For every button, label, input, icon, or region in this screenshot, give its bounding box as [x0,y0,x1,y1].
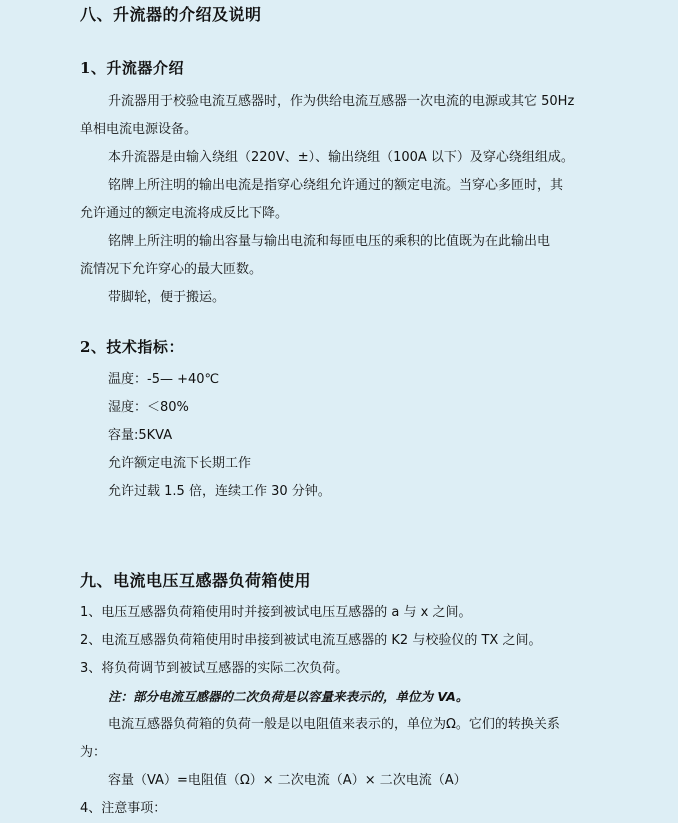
spec-item: 允许额定电流下长期工作 [108,456,252,471]
paragraph-1-line-2: 单相电流电源设备。 [80,122,198,137]
section-8-title: 八、升流器的介绍及说明 [80,5,262,24]
paragraph-1-line-1: 升流器用于校验电流互感器时，作为供给电流互感器一次电流的电源或其它 50Hz [108,94,575,109]
spec-item: 允许过载 1.5 倍，连续工作 30 分钟。 [108,484,331,499]
conversion-paragraph-line-2: 为： [80,745,107,760]
paragraph-3-line-2: 允许通过的额定电流将成反比下降。 [80,206,289,221]
subsection-1-title: 1、升流器介绍 [80,59,184,77]
paragraph-4-line-1: 铭牌上所注明的输出容量与输出电流和每匝电压的乘积的比值既为在此输出电 [108,234,551,249]
conversion-formula: 容量（VA）=电阻值（Ω）× 二次电流（A）× 二次电流（A） [108,773,467,788]
list-item-4: 4、注意事项： [80,801,167,816]
paragraph-2: 本升流器是由输入绕组（220V、±）、输出绕组（100A 以下）及穿心绕组组成。 [108,150,574,165]
list-item-3: 3、将负荷调节到被试互感器的实际二次负荷。 [80,661,349,676]
section-9-title: 九、电流电压互感器负荷箱使用 [80,571,312,590]
spec-item: 湿度：＜80% [108,400,189,415]
spec-item: 容量:5KVA [108,428,173,443]
list-item-2: 2、电流互感器负荷箱使用时串接到被试电流互感器的 K2 与校验仪的 TX 之间。 [80,633,542,648]
paragraph-5: 带脚轮，便于搬运。 [108,290,226,305]
paragraph-3-line-1: 铭牌上所注明的输出电流是指穿心绕组允许通过的额定电流。当穿心多匝时，其 [108,178,564,193]
list-item-1: 1、电压互感器负荷箱使用时并接到被试电压互感器的 a 与 x 之间。 [80,605,472,620]
spec-item: 温度：-5— +40℃ [108,372,220,387]
paragraph-4-line-2: 流情况下允许穿心的最大匝数。 [80,262,263,277]
subsection-2-title: 2、技术指标： [80,338,184,356]
conversion-paragraph-line-1: 电流互感器负荷箱的负荷一般是以电阻值来表示的，单位为Ω。它们的转换关系 [108,717,560,732]
note-text: 注：部分电流互感器的二次负荷是以容量来表示的，单位为 VA。 [108,689,469,704]
